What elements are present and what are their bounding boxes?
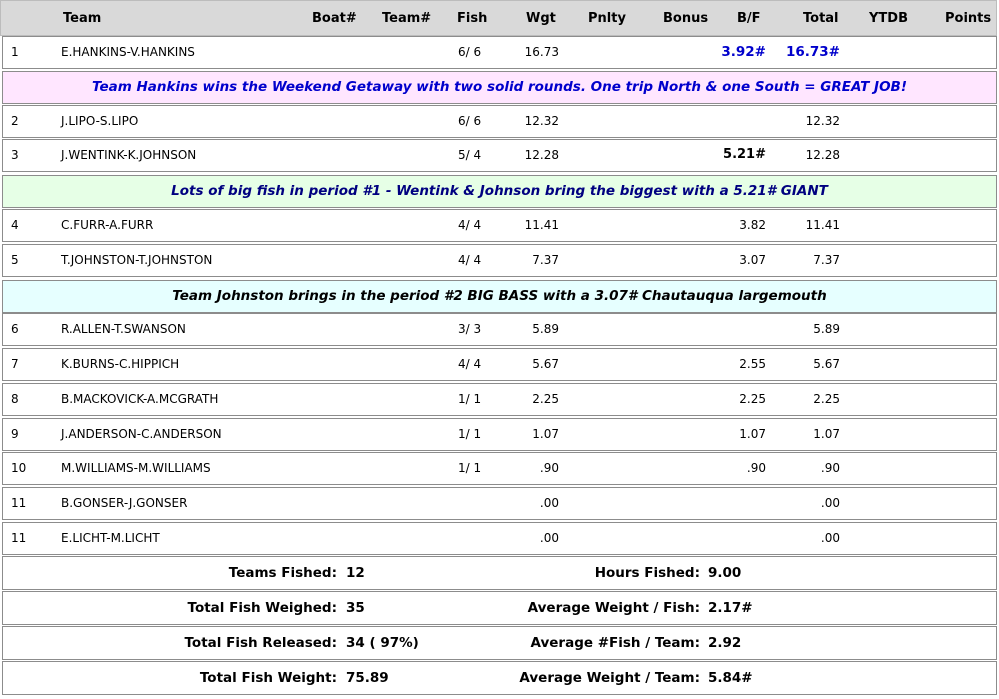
fish-count: 4/ 4 [458,357,482,371]
header-team: Team [63,11,102,26]
summary-row [2,626,997,660]
table-row [2,105,997,138]
summary-label: Total Fish Weight: [199,670,337,686]
weight: 5.67 [532,357,559,371]
team-name: J.WENTINK-K.JOHNSON [61,148,197,162]
weight: 2.25 [532,392,559,406]
summary-label: Average #Fish / Team: [530,635,700,651]
summary-label: Hours Fished: [594,565,700,581]
header-boat-number: Boat# [312,11,357,26]
team-name: B.GONSER-J.GONSER [61,496,188,510]
total: 1.07 [813,427,840,441]
summary-row [2,556,997,590]
big-fish: .90 [746,461,766,475]
table-header [0,0,997,36]
place: 5 [11,253,19,267]
fish-count: 1/ 1 [458,427,482,441]
summary-row [2,591,997,625]
summary-row [2,661,997,695]
weight: .90 [539,461,559,475]
summary-value: 5.84# [708,670,753,686]
weight: 12.28 [524,148,559,162]
header-penalty: Pnlty [588,11,626,26]
weight: 16.73 [524,45,559,59]
summary-value: 12 [346,565,365,581]
summary-label: Average Weight / Team: [519,670,700,686]
summary-label: Total Fish Released: [184,635,337,651]
fish-count: 1/ 1 [458,392,482,406]
header-total: Total [803,11,839,26]
big-fish: 5.21# [723,147,766,162]
fish-count: 6/ 6 [458,114,482,128]
summary-value: 9.00 [708,565,742,581]
weight: 5.89 [532,322,559,336]
fish-count: 3/ 3 [458,322,482,336]
weight: .00 [539,531,559,545]
note-banner-3: Team Johnston brings in the period #2 BIG BASS with a 3.07# Chautauqua largemouth [2,280,997,313]
place: 11 [11,531,27,545]
summary-value: 75.89 [346,670,389,686]
summary-value: 35 [346,600,365,616]
table-row [2,244,997,277]
team-name: C.FURR-A.FURR [61,218,154,232]
total: 5.67 [813,357,840,371]
team-name: J.LIPO-S.LIPO [61,114,139,128]
big-fish: 2.25 [739,392,766,406]
team-name: M.WILLIAMS-M.WILLIAMS [61,461,211,475]
summary-value: 34 ( 97%) [346,635,419,651]
weight: .00 [539,496,559,510]
place: 6 [11,322,19,336]
fish-count: 5/ 4 [458,148,482,162]
place: 3 [11,148,19,162]
team-name: B.MACKOVICK-A.MCGRATH [61,392,219,406]
header-fish: Fish [457,11,488,26]
place: 2 [11,114,19,128]
team-name: K.BURNS-C.HIPPICH [61,357,180,371]
big-fish: 2.55 [739,357,766,371]
summary-value: 2.92 [708,635,742,651]
header-points: Points [945,11,992,26]
place: 4 [11,218,19,232]
total: 11.41 [805,218,840,232]
total: .90 [820,461,840,475]
total: 2.25 [813,392,840,406]
total: .00 [820,496,840,510]
place: 10 [11,461,27,475]
note-banner-2: Lots of big fish in period #1 - Wentink & Johnson bring the biggest with a 5.21# GIANT [2,175,997,208]
note-banner-1: Team Hankins wins the Weekend Getaway with two solid rounds. One trip North & one South = GREAT JOB! [2,71,997,104]
total: 12.32 [805,114,840,128]
total: .00 [820,531,840,545]
team-name: E.HANKINS-V.HANKINS [61,45,195,59]
weight: 1.07 [532,427,559,441]
header-bonus: Bonus [663,11,709,26]
table-row [2,383,997,416]
table-row [2,348,997,381]
place: 11 [11,496,27,510]
weight: 11.41 [524,218,559,232]
header-ytdb: YTDB [869,11,908,26]
big-fish: 3.92# [721,44,766,60]
table-row [2,36,997,69]
place: 1 [11,45,19,59]
fish-count: 1/ 1 [458,461,482,475]
total: 5.89 [813,322,840,336]
total: 12.28 [805,148,840,162]
summary-label: Average Weight / Fish: [527,600,700,616]
table-row [2,522,997,555]
table-row [2,139,997,172]
place: 9 [11,427,19,441]
big-fish: 3.82 [739,218,766,232]
header-big-fish: B/F [737,11,761,26]
fish-count: 6/ 6 [458,45,482,59]
team-name: R.ALLEN-T.SWANSON [61,322,186,336]
header-weight: Wgt [526,11,556,26]
summary-value: 2.17# [708,600,753,616]
place: 8 [11,392,19,406]
table-row [2,313,997,346]
big-fish: 1.07 [739,427,766,441]
fish-count: 4/ 4 [458,253,482,267]
table-row [2,418,997,451]
table-row [2,487,997,520]
team-name: J.ANDERSON-C.ANDERSON [61,427,222,441]
table-row [2,452,997,485]
total: 16.73# [785,44,840,60]
total: 7.37 [813,253,840,267]
team-name: E.LICHT-M.LICHT [61,531,160,545]
summary-label: Total Fish Weighed: [187,600,337,616]
place: 7 [11,357,19,371]
team-name: T.JOHNSTON-T.JOHNSTON [61,253,213,267]
weight: 7.37 [532,253,559,267]
weight: 12.32 [524,114,559,128]
header-team-number: Team# [382,11,432,26]
table-row [2,209,997,242]
big-fish: 3.07 [739,253,766,267]
fish-count: 4/ 4 [458,218,482,232]
summary-label: Teams Fished: [228,565,337,581]
